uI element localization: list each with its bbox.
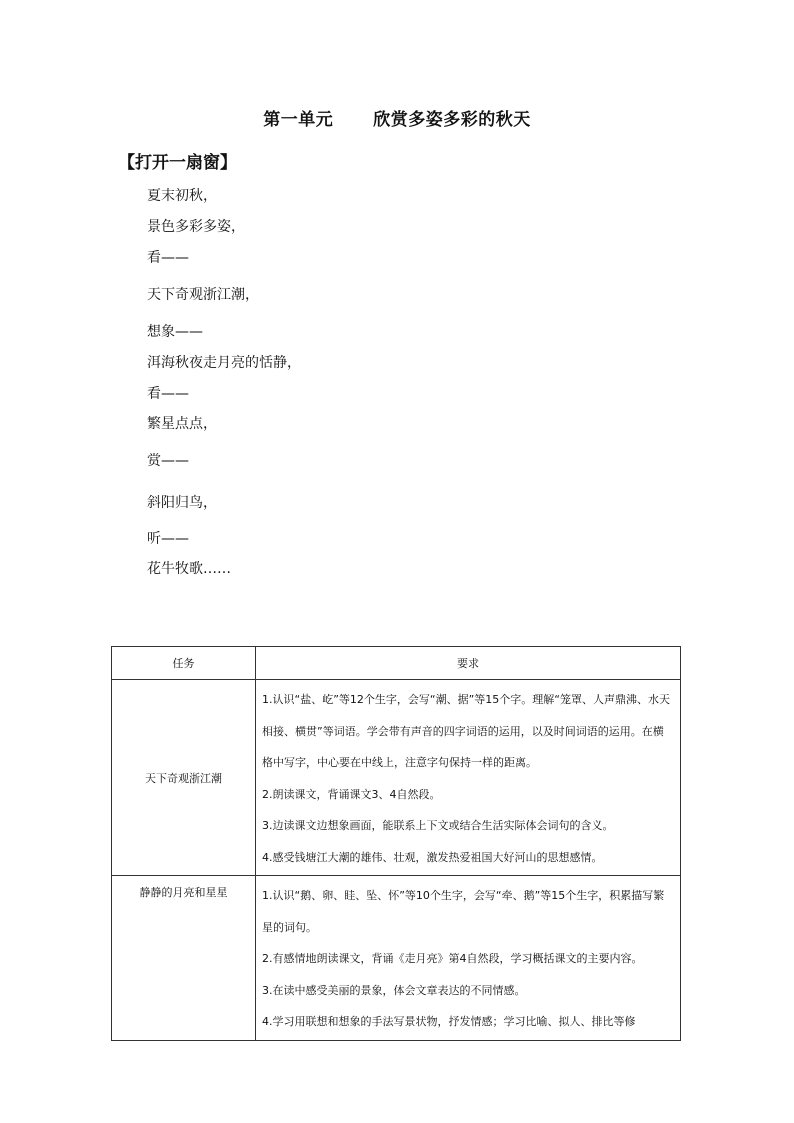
task-cell: 天下奇观浙江潮 <box>112 680 256 876</box>
requirement-item: 1.认识“盐、屹”等12个生字，会写“潮、据”等15个字。理解“笼罩、人声鼎沸、水天相接、横贯”等词语。学会带有声音的四字词语的运用，以及时间词语的运用。在横格中写字，中心要在中线上，注意字句保持一样的距离。 <box>262 693 670 769</box>
requirement-item: 4.学习用联想和想象的手法写景状物，抒发情感；学习比喻、拟人、排比等修 <box>262 1015 636 1028</box>
poem-line: 繁星点点， <box>147 416 217 432</box>
page-title <box>0 105 794 130</box>
title-theme: 欣赏多姿多彩的秋天 <box>373 110 531 130</box>
table-header-row <box>112 647 681 680</box>
poem-line: 景色多彩多姿， <box>147 219 245 235</box>
requirement-item: 3.边读课文边想象画面，能联系上下文或结合生活实际体会词句的含义。 <box>262 819 614 832</box>
requirement-item: 4.感受钱塘江大潮的雄伟、壮观，激发热爱祖国大好河山的思想感情。 <box>262 850 603 864</box>
requirement-item: 1.认识“鹅、卵、眭、坠、怀”等10个生字，会写“牵、鹅”等15个生字，积累描写繁星的词句。 <box>262 889 665 934</box>
table-row <box>112 876 681 1041</box>
poem-line: 天下奇观浙江潮， <box>147 287 259 303</box>
poem-line: 洱海秋夜走月亮的恬静， <box>147 355 301 371</box>
poem-line: 看—— <box>147 250 189 266</box>
title-unit: 第一单元 <box>263 110 334 130</box>
task-cell: 静静的月亮和星星 <box>112 876 256 1041</box>
table-row <box>112 680 681 876</box>
section-heading: 【打开一扇窗】 <box>118 153 237 173</box>
poem-line: 斜阳归鸟， <box>147 495 217 511</box>
poem-line: 赏—— <box>147 453 189 469</box>
requirements-cell <box>256 876 681 1041</box>
requirements-cell <box>256 680 681 876</box>
poem-line: 花牛牧歌…… <box>147 561 231 577</box>
header-task: 任务 <box>112 647 256 680</box>
poem-line: 夏末初秋， <box>147 188 217 204</box>
requirement-item: 3.在读中感受美丽的景象，体会文章表达的不同情感。 <box>262 983 526 997</box>
requirements-table <box>111 646 681 1041</box>
poem-line: 听—— <box>147 531 189 547</box>
poem-line: 想象—— <box>147 324 203 340</box>
poem-line: 看—— <box>147 386 189 402</box>
requirement-item: 2.有感情地朗读课文，背诵《走月亮》第4自然段，学习概括课文的主要内容。 <box>262 952 643 965</box>
requirement-item: 2.朗读课文，背诵课文3、4自然段。 <box>262 787 441 801</box>
header-requirements: 要求 <box>256 647 681 680</box>
